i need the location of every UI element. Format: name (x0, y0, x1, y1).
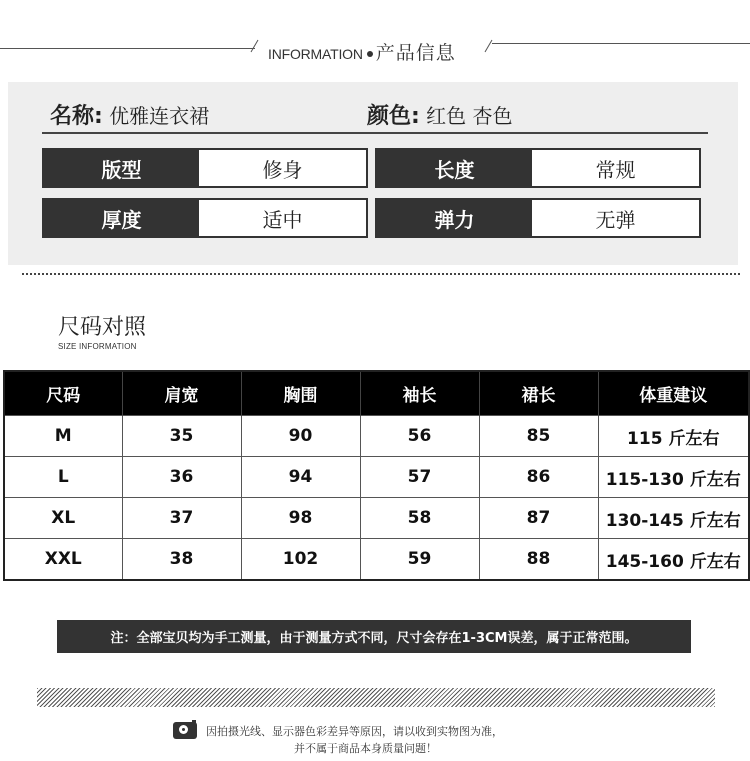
table-cell: 86 (479, 457, 598, 498)
col-header-bust: 胸围 (241, 371, 360, 416)
table-cell: 98 (241, 498, 360, 539)
attr-fit (42, 148, 368, 188)
measurement-note: 注：全部宝贝均为手工测量，由于测量方式不同，尺寸会存在1-3CM误差，属于正常范围。 (57, 620, 691, 653)
table-cell: 87 (479, 498, 598, 539)
table-cell: XXL (4, 539, 122, 581)
table-cell: 36 (122, 457, 241, 498)
attr-thickness-label: 厚度 (44, 200, 199, 236)
camera-icon (173, 722, 197, 739)
attr-elasticity-label: 弹力 (377, 200, 532, 236)
attr-fit-label: 版型 (44, 150, 199, 186)
attr-thickness-value: 适中 (262, 207, 303, 232)
attr-fit-value: 修身 (262, 157, 303, 182)
product-color-label: 颜色: (367, 104, 420, 129)
table-cell: 56 (360, 416, 479, 457)
size-section-subtitle: SIZE INFORMATION (58, 342, 137, 351)
table-cell: 58 (360, 498, 479, 539)
section-title-information (268, 38, 456, 65)
size-table-header-row (4, 371, 749, 416)
table-cell: L (4, 457, 122, 498)
col-header-size: 尺码 (4, 371, 122, 416)
product-name (50, 99, 209, 130)
table-row (4, 457, 749, 498)
table-cell: 90 (241, 416, 360, 457)
table-cell: 145-160 斤左右 (598, 539, 749, 581)
table-cell: 115-130 斤左右 (598, 457, 749, 498)
table-cell: 85 (479, 416, 598, 457)
title-cn: 产品信息 (375, 42, 456, 64)
table-cell: 102 (241, 539, 360, 581)
header-slash-right (485, 40, 493, 53)
size-section-title: 尺码对照 (58, 315, 147, 340)
table-cell: 38 (122, 539, 241, 581)
product-color-value: 红色 杏色 (426, 104, 513, 128)
attr-length-label: 长度 (377, 150, 532, 186)
attr-elasticity (375, 198, 701, 238)
product-name-value: 优雅连衣裙 (109, 104, 210, 128)
col-header-skirt-length: 裙长 (479, 371, 598, 416)
attr-elasticity-value: 无弹 (595, 207, 636, 232)
attr-length (375, 148, 701, 188)
camera-icon-flash (192, 720, 196, 723)
table-row (4, 416, 749, 457)
table-cell: 35 (122, 416, 241, 457)
table-cell: XL (4, 498, 122, 539)
product-color (367, 99, 513, 130)
info-divider (42, 132, 708, 134)
disclaimer-line-2: 并不属于商品本身质量问题！ (294, 742, 437, 755)
table-cell: 88 (479, 539, 598, 581)
title-dot (367, 51, 373, 57)
table-cell: 130-145 斤左右 (598, 498, 749, 539)
table-cell: 37 (122, 498, 241, 539)
size-table (3, 370, 750, 581)
header-divider-right (492, 43, 750, 44)
dotted-divider (22, 273, 740, 275)
header-divider-left (0, 48, 255, 49)
table-cell: 94 (241, 457, 360, 498)
table-row (4, 498, 749, 539)
title-en: INFORMATION (268, 46, 363, 62)
table-cell: 57 (360, 457, 479, 498)
striped-divider (37, 688, 715, 707)
table-cell: 59 (360, 539, 479, 581)
header-slash-left (251, 40, 259, 53)
table-row (4, 539, 749, 581)
disclaimer-line-1: 因拍摄光线、显示器色彩差异等原因，请以收到实物图为准， (206, 725, 503, 738)
attr-thickness (42, 198, 368, 238)
table-cell: M (4, 416, 122, 457)
col-header-shoulder: 肩宽 (122, 371, 241, 416)
product-name-label: 名称: (50, 104, 103, 129)
attr-length-value: 常规 (595, 157, 636, 182)
col-header-weight: 体重建议 (598, 371, 749, 416)
col-header-sleeve: 袖长 (360, 371, 479, 416)
table-cell: 115 斤左右 (598, 416, 749, 457)
